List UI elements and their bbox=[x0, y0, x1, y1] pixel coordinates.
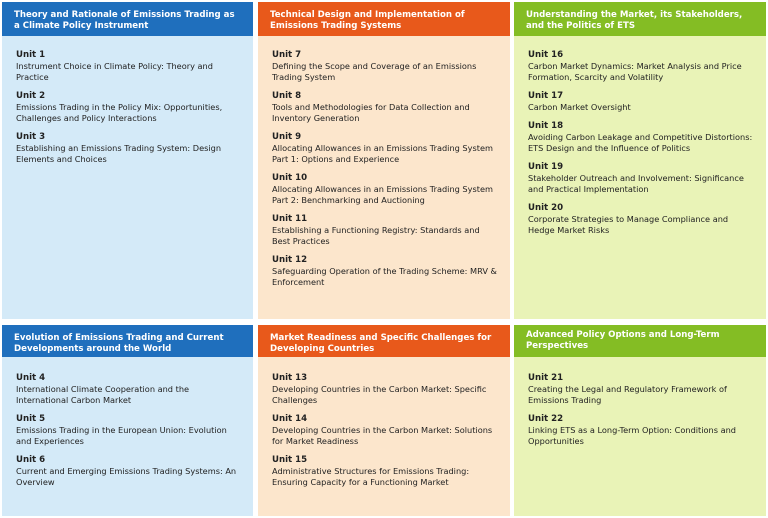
unit-number: Unit 6 bbox=[16, 455, 46, 465]
unit-number: Unit 5 bbox=[16, 414, 46, 424]
unit-title: International Climate Cooperation and the International Carbon Market bbox=[16, 384, 190, 405]
unit-item bbox=[528, 373, 756, 406]
panel-technical-design bbox=[258, 2, 510, 319]
unit-item bbox=[272, 50, 500, 83]
unit-title: Carbon Market Dynamics: Market Analysis and Price Formation, Scarcity and Volatility bbox=[528, 61, 742, 82]
unit-number: Unit 20 bbox=[528, 203, 564, 213]
unit-number: Unit 8 bbox=[272, 91, 302, 101]
unit-number: Unit 4 bbox=[16, 373, 46, 383]
unit-number: Unit 1 bbox=[16, 50, 46, 60]
unit-number: Unit 21 bbox=[528, 373, 564, 383]
panel-header-title: Evolution of Emissions Trading and Current Developments around the World bbox=[14, 333, 224, 354]
unit-item bbox=[528, 203, 756, 236]
panel-header bbox=[258, 325, 510, 357]
unit-item bbox=[272, 132, 500, 165]
unit-title: Allocating Allowances in an Emissions Trading System Part 2: Benchmarking and Auctioning bbox=[272, 184, 493, 205]
unit-number: Unit 18 bbox=[528, 121, 564, 131]
panel-body bbox=[514, 36, 766, 319]
unit-title: Safeguarding Operation of the Trading Scheme: MRV & Enforcement bbox=[272, 266, 497, 287]
panel-understanding-market bbox=[514, 2, 766, 319]
unit-title: Developing Countries in the Carbon Market: Solutions for Market Readiness bbox=[272, 425, 493, 446]
unit-item bbox=[272, 173, 500, 206]
unit-number: Unit 2 bbox=[16, 91, 46, 101]
panel-evolution bbox=[2, 325, 253, 516]
unit-item bbox=[528, 162, 756, 195]
unit-item bbox=[16, 414, 243, 447]
panel-body bbox=[514, 357, 766, 516]
panel-market-readiness bbox=[258, 325, 510, 516]
panel-header-title: Theory and Rationale of Emissions Trading as a Climate Policy Instrument bbox=[14, 10, 235, 31]
unit-number: Unit 7 bbox=[272, 50, 302, 60]
unit-number: Unit 14 bbox=[272, 414, 308, 424]
unit-title: Avoiding Carbon Leakage and Competitive Distortions: ETS Design and the Influence of Politics bbox=[528, 132, 753, 153]
unit-title: Establishing an Emissions Trading System: Design Elements and Choices bbox=[16, 143, 222, 164]
unit-item bbox=[272, 214, 500, 247]
unit-title: Linking ETS as a Long-Term Option: Conditions and Opportunities bbox=[528, 425, 736, 446]
unit-item bbox=[16, 50, 243, 83]
unit-title: Tools and Methodologies for Data Collection and Inventory Generation bbox=[272, 102, 470, 123]
panel-theory-rationale bbox=[2, 2, 253, 319]
unit-item bbox=[528, 50, 756, 83]
panel-advanced-policy bbox=[514, 325, 766, 516]
unit-item bbox=[528, 414, 756, 447]
unit-number: Unit 10 bbox=[272, 173, 308, 183]
panel-header bbox=[514, 2, 766, 36]
unit-number: Unit 3 bbox=[16, 132, 46, 142]
unit-item bbox=[528, 121, 756, 154]
unit-title: Corporate Strategies to Manage Compliance and Hedge Market Risks bbox=[528, 214, 729, 235]
panel-body bbox=[2, 357, 253, 516]
unit-number: Unit 12 bbox=[272, 255, 308, 265]
panel-header bbox=[2, 325, 253, 357]
panel-header-title: Understanding the Market, its Stakeholders, and the Politics of ETS bbox=[526, 10, 743, 31]
panel-header-title: Market Readiness and Specific Challenges for Developing Countries bbox=[270, 333, 492, 354]
unit-item bbox=[272, 414, 500, 447]
unit-title: Stakeholder Outreach and Involvement: Significance and Practical Implementation bbox=[528, 173, 744, 194]
unit-item bbox=[272, 455, 500, 488]
unit-item bbox=[16, 132, 243, 165]
unit-title: Carbon Market Oversight bbox=[528, 102, 631, 112]
unit-number: Unit 19 bbox=[528, 162, 564, 172]
panel-header-title: Technical Design and Implementation of Emissions Trading Systems bbox=[270, 10, 465, 31]
panel-header bbox=[514, 325, 766, 357]
unit-item bbox=[272, 91, 500, 124]
panel-header bbox=[258, 2, 510, 36]
unit-title: Emissions Trading in the Policy Mix: Opportunities, Challenges and Policy Interactions bbox=[16, 102, 223, 123]
unit-title: Establishing a Functioning Registry: Standards and Best Practices bbox=[272, 225, 480, 246]
panel-body bbox=[258, 357, 510, 516]
panel-header-title: Advanced Policy Options and Long-Term Perspectives bbox=[526, 330, 720, 351]
unit-item bbox=[16, 373, 243, 406]
unit-title: Emissions Trading in the European Union: Evolution and Experiences bbox=[16, 425, 227, 446]
unit-title: Instrument Choice in Climate Policy: Theory and Practice bbox=[16, 61, 213, 82]
unit-number: Unit 11 bbox=[272, 214, 308, 224]
unit-title: Creating the Legal and Regulatory Framework of Emissions Trading bbox=[528, 384, 727, 405]
unit-number: Unit 22 bbox=[528, 414, 564, 424]
unit-item bbox=[272, 373, 500, 406]
unit-title: Allocating Allowances in an Emissions Trading System Part 1: Options and Experience bbox=[272, 143, 493, 164]
unit-title: Current and Emerging Emissions Trading Systems: An Overview bbox=[16, 466, 237, 487]
unit-number: Unit 13 bbox=[272, 373, 308, 383]
panel-body bbox=[2, 36, 253, 319]
unit-item bbox=[528, 91, 756, 113]
unit-title: Administrative Structures for Emissions Trading: Ensuring Capacity for a Functioning Market bbox=[272, 466, 470, 487]
panel-body bbox=[258, 36, 510, 319]
unit-title: Developing Countries in the Carbon Market: Specific Challenges bbox=[272, 384, 487, 405]
panel-header bbox=[2, 2, 253, 36]
unit-item bbox=[16, 91, 243, 124]
unit-number: Unit 15 bbox=[272, 455, 308, 465]
unit-item bbox=[16, 455, 243, 488]
unit-number: Unit 16 bbox=[528, 50, 564, 60]
unit-number: Unit 17 bbox=[528, 91, 564, 101]
unit-item bbox=[272, 255, 500, 288]
unit-title: Defining the Scope and Coverage of an Emissions Trading System bbox=[272, 61, 477, 82]
unit-number: Unit 9 bbox=[272, 132, 302, 142]
